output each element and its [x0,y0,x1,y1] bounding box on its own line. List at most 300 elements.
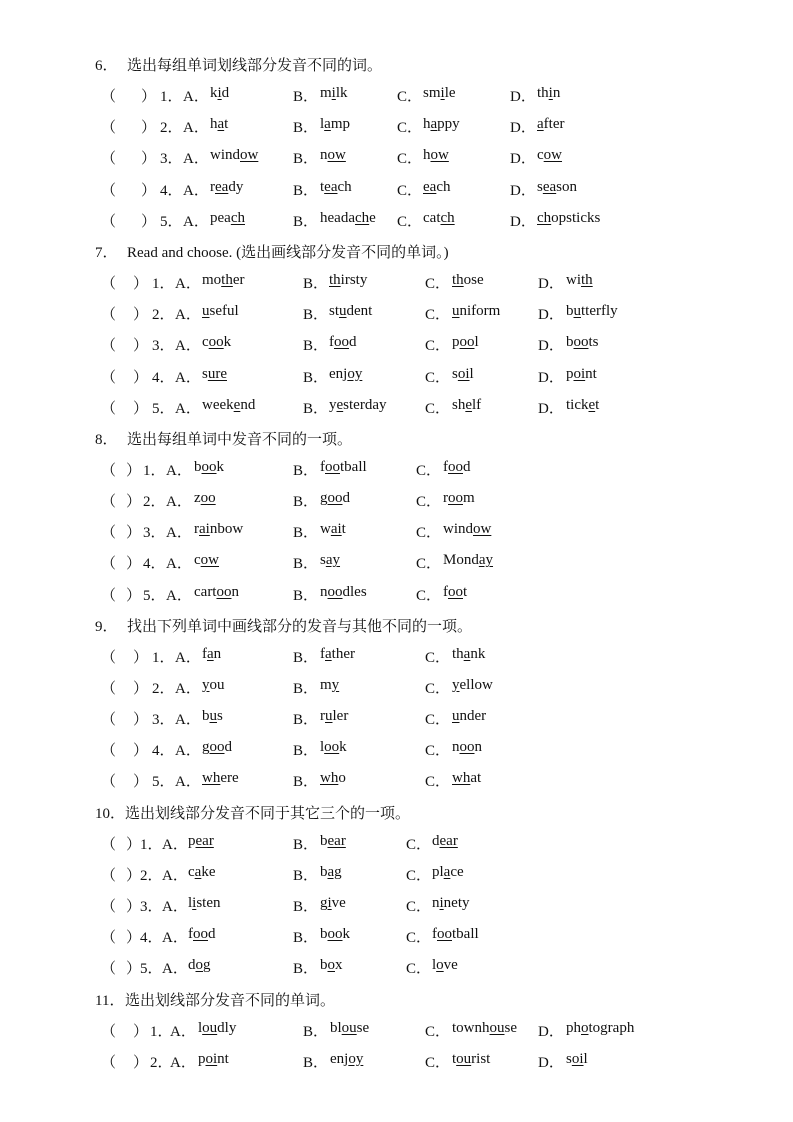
answer-blank[interactable]: （ [101,151,117,168]
option-word [330,1020,369,1037]
word-prefix: y [329,396,337,413]
question-number: 5． [152,400,175,417]
underlined-letters: u [209,708,217,725]
option-label: B． [293,556,319,573]
option-label: C． [425,369,451,386]
option-word [423,85,456,102]
word-prefix: p [566,365,574,382]
option-word [210,179,243,196]
option-word [320,85,348,102]
question-number: 1． [140,836,163,853]
word-suffix: g [203,957,211,974]
word-prefix: n [432,895,440,912]
option-word [432,833,458,850]
option-word [566,303,618,320]
option-word [537,179,577,196]
answer-blank-close: ） [126,494,142,511]
word-prefix: p [198,1050,206,1067]
option-label: A． [183,151,209,168]
underlined-letters: th [329,272,341,289]
option-word [329,334,357,351]
option-word [443,459,471,476]
option-label: A． [170,1023,196,1040]
question-number: 2． [152,307,175,324]
word-suffix: ve [443,957,458,974]
word-prefix: w [320,521,331,538]
question-number: 4． [143,556,166,573]
word-prefix: c [194,552,201,569]
section-instruction: 选出每组单词中发音不同的一项。 [127,431,353,448]
word-suffix: ke [201,863,216,880]
answer-blank[interactable]: （ [101,307,117,324]
underlined-letters: oo [437,926,452,943]
question-row [0,366,793,386]
word-prefix: s [566,1050,572,1067]
word-prefix: l [320,739,325,756]
underlined-letters: ch [440,209,455,226]
answer-blank[interactable]: （ [101,836,117,853]
answer-blank[interactable]: （ [101,930,117,947]
word-prefix: enj [330,1050,349,1067]
option-word [432,957,458,974]
word-prefix: heada [320,209,355,226]
option-word [320,210,376,227]
underlined-letters: u [339,303,347,320]
answer-blank-close: ） [133,1054,149,1071]
word-prefix: wind [443,521,473,538]
underlined-letters: ow [473,521,492,538]
underlined-letters: o [436,957,444,974]
section-heading [0,241,793,261]
option-label: B． [293,743,319,760]
word-suffix: nety [443,895,470,912]
option-label: B． [293,462,319,479]
option-label: B． [293,587,319,604]
question-number: 1． [152,649,175,666]
option-label: B． [293,867,319,884]
answer-blank-close: ） [141,120,157,137]
question-number: 5． [140,961,163,978]
underlined-letters: o [195,957,203,974]
answer-blank-close: ） [133,712,149,729]
underlined-letters: th [581,272,593,289]
word-prefix: r [210,178,215,195]
question-number: 1． [143,462,166,479]
section-heading [0,428,793,448]
word-prefix: th [452,645,464,662]
option-word [432,864,464,881]
underlined-letters: ch [354,209,370,226]
question-number: 2． [143,494,166,511]
option-label: C． [425,1054,451,1071]
word-prefix: wind [210,147,240,164]
option-label: A． [175,307,201,324]
option-word [452,397,481,414]
underlined-letters: a [443,863,451,880]
word-suffix: se [504,1019,517,1036]
word-suffix: dy [228,178,244,195]
underlined-letters: oo [573,334,589,351]
word-suffix: niform [459,303,501,320]
answer-blank[interactable]: （ [101,89,117,106]
answer-blank[interactable]: （ [101,712,117,729]
word-prefix: n [320,147,328,164]
option-word [423,210,455,227]
question-row [0,1020,793,1040]
answer-blank-close: ） [126,961,142,978]
option-word [329,303,372,320]
option-label: C． [425,743,451,760]
word-prefix: p [452,334,460,351]
word-prefix: n [452,739,460,756]
question-row [0,1051,793,1071]
underlined-letters: e [336,396,344,413]
option-word [443,521,491,538]
underlined-letters: a [324,116,331,133]
question-number: 1． [160,89,183,106]
option-label: A． [175,400,201,417]
section-number: 7． [95,244,118,261]
question-row [0,334,793,354]
word-suffix: nd [240,396,256,413]
answer-blank-close: ） [133,276,149,293]
word-suffix: dly [217,1019,237,1036]
option-word [320,116,350,133]
underlined-letters: oo [325,458,340,475]
question-number: 1． [150,1023,173,1040]
underlined-letters: ay [478,552,494,569]
word-suffix: x [335,957,343,974]
answer-blank[interactable]: （ [101,587,117,604]
answer-blank[interactable]: （ [101,961,117,978]
underlined-letters: ay [325,552,341,569]
question-number: 1． [152,276,175,293]
word-suffix: d [349,334,357,351]
option-label: C． [406,930,432,947]
option-label: B． [293,525,319,542]
option-word [320,833,346,850]
question-number: 5． [160,213,183,230]
word-suffix: mp [330,116,351,133]
option-word [188,957,211,974]
word-suffix: n [213,645,222,662]
answer-blank[interactable]: （ [101,867,117,884]
answer-blank-close: ） [133,743,149,760]
word-prefix: t [320,178,325,195]
option-word [452,1051,490,1068]
question-row [0,677,793,697]
question-number: 5． [152,774,175,791]
section-number: 6． [95,58,118,74]
option-label: A． [170,1054,196,1071]
option-word [198,1020,236,1037]
word-suffix: t [224,116,229,133]
answer-blank[interactable]: （ [101,556,117,573]
option-label: C． [397,120,423,137]
option-word [452,739,482,756]
word-suffix: ellow [459,677,493,693]
option-word [194,490,216,507]
underlined-letters: oi [205,1050,218,1067]
option-label: A． [183,120,209,137]
answer-blank-close: ） [133,1023,149,1040]
option-label: D． [538,400,564,417]
question-row [0,521,793,541]
underlined-letters: oo [448,458,463,475]
word-suffix: l [583,1050,588,1067]
word-suffix: ts [588,334,599,351]
underlined-letters: oo [327,583,343,600]
word-prefix: c [202,334,209,351]
option-label: C． [425,276,451,293]
answer-blank[interactable]: （ [101,1054,117,1071]
answer-blank[interactable]: （ [101,774,117,791]
option-word [320,677,339,694]
answer-blank[interactable]: （ [101,120,117,137]
option-label: B． [293,961,319,978]
answer-blank[interactable]: （ [101,649,117,666]
underlined-letters: u [452,708,460,725]
question-row [0,708,793,728]
option-word [452,677,493,694]
word-prefix: sm [423,85,441,102]
word-prefix: r [194,521,199,538]
option-word [320,552,340,569]
word-prefix: p [188,832,196,849]
underlined-letters: oi [571,1050,584,1067]
option-word [320,770,346,787]
option-label: B． [293,836,319,853]
word-prefix: d [432,832,440,849]
answer-blank-close: ） [133,369,149,386]
answer-blank[interactable]: （ [101,400,117,417]
section-heading [0,989,793,1009]
underlined-letters: u [325,708,333,725]
option-word [566,1020,634,1037]
word-prefix: b [320,926,328,943]
word-prefix: f [443,458,448,475]
option-label: B． [303,400,329,417]
word-prefix: l [432,957,437,974]
option-label: A． [183,89,209,106]
question-row [0,210,793,230]
option-word [452,1020,517,1037]
word-suffix: tterfly [581,303,618,320]
underlined-letters: ow [327,147,346,164]
underlined-letters: oo [209,739,225,756]
answer-blank[interactable]: （ [101,899,117,916]
answer-blank[interactable]: （ [101,213,117,230]
option-label: B． [303,307,329,324]
option-label: C． [425,774,451,791]
answer-blank[interactable]: （ [101,369,117,386]
word-prefix: Mond [443,552,479,569]
answer-blank-close: ） [141,89,157,106]
underlined-letters: ow [543,147,563,164]
underlined-letters: i [331,85,336,102]
underlined-letters: oy [348,1050,364,1067]
word-prefix: st [329,303,340,320]
word-prefix: mo [202,272,222,289]
underlined-letters: ear [195,832,214,849]
question-number: 4． [152,743,175,760]
option-label: C． [406,867,432,884]
section-instruction: Read and choose. (选出画线部分发音不同的单词。) [127,244,449,261]
option-label: C． [397,151,423,168]
option-word [202,739,232,756]
option-label: C． [425,649,451,666]
option-word [452,646,485,663]
word-prefix: sh [452,396,466,413]
underlined-letters: oi [573,365,586,382]
option-word [537,116,565,133]
word-prefix: f [202,645,207,662]
option-label: D． [538,1023,564,1040]
answer-blank[interactable]: （ [101,338,117,355]
word-prefix: wi [566,272,581,289]
option-label: C． [416,462,442,479]
option-word [188,926,216,943]
option-label: A． [175,774,201,791]
word-suffix: d [224,739,232,756]
answer-blank[interactable]: （ [101,525,117,542]
option-word [202,677,225,694]
answer-blank-close: ） [126,462,142,479]
option-label: B． [293,681,319,697]
option-word [320,490,350,507]
option-label: C． [425,338,451,355]
question-number: 3． [152,338,175,355]
word-suffix: le [444,85,456,102]
word-prefix: s [537,178,543,195]
question-row [0,646,793,666]
underlined-letters: wh [202,770,221,787]
word-suffix: nbow [209,521,244,538]
underlined-letters: th [221,272,233,289]
word-prefix: h [210,116,218,133]
word-prefix: b [320,832,328,849]
question-row [0,739,793,759]
question-row [0,957,793,977]
underlined-letters: oo [201,458,217,475]
option-word [194,459,224,476]
underlined-letters: i [548,85,553,102]
word-suffix: lk [335,85,348,102]
word-prefix: th [537,85,549,102]
option-label: D． [510,120,536,137]
option-word [198,1051,229,1068]
option-word [566,334,599,351]
option-label: D． [510,151,536,168]
answer-blank-close: ） [133,681,149,697]
option-label: B． [293,649,319,666]
word-prefix: tick [566,396,589,413]
underlined-letters: ea [423,178,437,195]
word-suffix: ler [332,708,349,725]
underlined-letters: ow [240,147,259,164]
option-word [566,1051,588,1068]
word-suffix: ther [331,645,355,662]
answer-blank[interactable]: （ [101,494,117,511]
answer-blank-close: ） [126,556,142,573]
word-suffix: ppy [437,116,460,133]
option-word [452,303,500,320]
answer-blank[interactable]: （ [101,182,117,199]
question-number: 4． [152,369,175,386]
option-word [320,646,355,663]
word-suffix: m [463,490,475,507]
option-label: B． [293,213,319,230]
word-suffix: dles [342,583,367,600]
option-word [320,926,350,943]
answer-blank[interactable]: （ [101,743,117,760]
option-label: C． [406,961,432,978]
question-number: 3． [140,899,163,916]
underlined-letters: ow [430,147,449,164]
option-word [452,334,479,351]
question-number: 2． [140,867,163,884]
answer-blank-close: ） [126,525,142,542]
question-row [0,770,793,790]
answer-blank[interactable]: （ [101,276,117,293]
answer-blank-close: ） [133,307,149,324]
option-label: C． [416,494,442,511]
section-heading [0,615,793,635]
underlined-letters: oo [448,490,463,507]
option-label: C． [406,836,432,853]
word-prefix: week [202,396,234,413]
option-word [320,459,367,476]
underlined-letters: ag [327,863,342,880]
option-word [452,770,481,787]
option-label: A． [175,338,201,355]
option-word [443,552,493,569]
word-suffix: tograph [588,1019,635,1036]
underlined-letters: o [581,1019,589,1036]
answer-blank[interactable]: （ [101,1023,117,1040]
answer-blank[interactable]: （ [101,462,117,479]
word-prefix: s [202,365,208,382]
underlined-letters: i [217,85,222,102]
option-word [329,272,367,289]
option-label: C． [425,400,451,417]
option-label: B． [293,89,319,106]
underlined-letters: a [430,116,438,133]
section-instruction: 找出下列单词中画线部分的发音与其他不同的一项。 [127,618,473,635]
question-number: 2． [160,120,183,137]
underlined-letters: ou [341,1019,357,1036]
option-word [320,864,342,881]
option-word [188,864,216,881]
underlined-letters: oo [334,334,349,351]
word-suffix: n [552,85,561,102]
option-label: A． [175,369,201,386]
underlined-letters: y [202,677,210,693]
word-suffix: nder [459,708,487,725]
word-suffix: k [223,334,232,351]
word-prefix: b [566,303,574,320]
word-prefix: f [320,458,325,475]
question-row [0,584,793,604]
word-suffix: irsty [340,272,368,289]
underlined-letters: ch [537,209,552,226]
underlined-letters: a [194,863,202,880]
question-row [0,147,793,167]
answer-blank[interactable]: （ [101,681,117,697]
option-label: A． [175,712,201,729]
word-prefix: n [320,583,328,600]
option-label: C． [425,681,451,697]
